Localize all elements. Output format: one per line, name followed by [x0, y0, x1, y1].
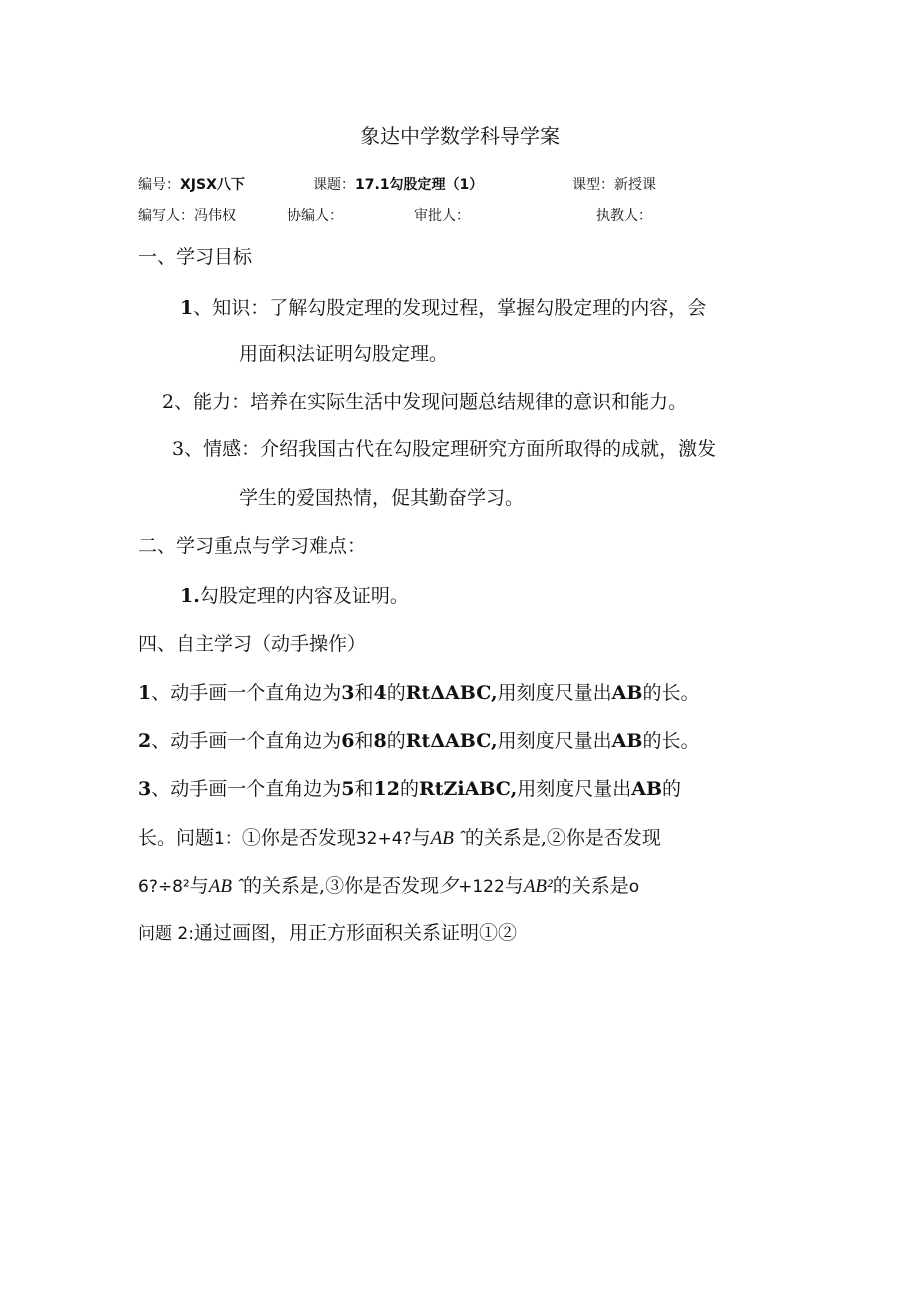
- goal-knowledge-text: 、知识：了解勾股定理的发现过程，掌握勾股定理的内容，会: [193, 297, 707, 319]
- q2-text-c: 的: [386, 730, 406, 752]
- goal-knowledge-line1: [180, 293, 706, 320]
- q3-leg-b: 12: [373, 778, 400, 800]
- qa-ab-squared: AB ˆ: [430, 828, 465, 849]
- q2-text-a: 、动手画一个直角边为: [151, 730, 342, 752]
- qc-text: 通过画图，用正方形面积关系证明①②: [193, 922, 517, 944]
- doc-approver: 审批人：: [414, 208, 470, 224]
- q2-num: 2: [138, 730, 152, 752]
- goal-ability: 2、能力：培养在实际生活中发现问题总结规律的意识和能力。: [162, 391, 688, 413]
- question-2: [138, 726, 699, 753]
- q3-text-c: 的: [399, 778, 419, 800]
- qb-ab-squared-b: AB²: [523, 876, 553, 897]
- q1-text-e: 的长。: [642, 682, 700, 704]
- question-2-prompt: [138, 918, 517, 945]
- question-1: [138, 678, 699, 705]
- qb-expr-a: 6?÷8²: [138, 877, 190, 897]
- q3-num: 3: [138, 778, 152, 800]
- q2-text-b: 和: [354, 730, 374, 752]
- goal-knowledge-line2: 用面积法证明勾股定理。: [239, 343, 449, 365]
- doc-topic: [313, 174, 483, 194]
- goal-knowledge-num: 1: [180, 297, 194, 319]
- q3-text-a: 、动手画一个直角边为: [151, 778, 342, 800]
- qb-text-a: 与: [189, 875, 209, 897]
- qb-end: o: [628, 877, 640, 897]
- q1-leg-a: 3: [341, 682, 355, 704]
- q3-leg-a: 5: [341, 778, 355, 800]
- key-point-text: 勾股定理的内容及证明。: [199, 585, 409, 607]
- qa-text-d: 的关系是,②你是否发现: [464, 827, 661, 849]
- question-1-prompt-cont: [138, 871, 639, 898]
- q1-leg-b: 4: [373, 682, 387, 704]
- qb-glyph: 夕: [439, 876, 459, 897]
- q3-ab: AB: [631, 778, 663, 800]
- qa-label: 1：: [214, 829, 242, 849]
- q2-text-d: 用刻度尺量出: [497, 730, 612, 752]
- q1-text-a: 、动手画一个直角边为: [151, 682, 342, 704]
- qb-expr-b: +122: [458, 877, 505, 897]
- q2-ab: AB: [611, 730, 643, 752]
- doc-topic-value: 17.1勾股定理（1）: [355, 177, 484, 193]
- doc-type: [572, 174, 656, 194]
- q2-leg-a: 6: [341, 730, 355, 752]
- q1-triangle: RtΔABC,: [405, 682, 498, 704]
- qa-text-b: ①你是否发现: [241, 827, 356, 849]
- section1-heading: 一、学习目标: [138, 246, 253, 268]
- qb-text-b: 的关系是,③你是否发现: [243, 875, 440, 897]
- doc-number-value: XJSX八下: [180, 177, 245, 193]
- q2-text-e: 的长。: [642, 730, 700, 752]
- question-1-prompt: [138, 823, 661, 850]
- qa-text-c: 与: [411, 827, 431, 849]
- qa-expr: 32+4?: [355, 829, 412, 849]
- key-point-num: 1.: [180, 585, 200, 607]
- doc-teacher: 执教人：: [596, 208, 652, 224]
- doc-coauthor: 协编人：: [287, 208, 343, 224]
- section4-heading: 四、自主学习（动手操作）: [138, 633, 367, 655]
- qb-text-d: 的关系是: [552, 875, 629, 897]
- key-point-item: [180, 581, 409, 608]
- doc-type-label: 课型：: [572, 177, 614, 193]
- doc-number: [138, 174, 245, 194]
- section2-heading: 二、学习重点与学习难点：: [138, 535, 367, 557]
- doc-number-label: 编号：: [138, 177, 180, 193]
- q2-leg-b: 8: [373, 730, 387, 752]
- page-title: 象达中学数学科导学案: [360, 124, 560, 148]
- q1-text-b: 和: [354, 682, 374, 704]
- qb-text-c: 与: [504, 875, 524, 897]
- qc-label: 问题 2:: [138, 924, 194, 944]
- q1-ab: AB: [611, 682, 643, 704]
- question-3: [138, 774, 681, 801]
- q3-text-d: 用刻度尺量出: [517, 778, 632, 800]
- q3-text-b: 和: [354, 778, 374, 800]
- qb-ab-squared-a: AB ˆ: [208, 876, 244, 897]
- q1-text-c: 的: [386, 682, 406, 704]
- q3-triangle: RtZiABC,: [418, 778, 518, 800]
- q1-text-d: 用刻度尺量出: [497, 682, 612, 704]
- doc-author: 编写人：冯伟权: [138, 208, 236, 224]
- goal-emotion-line2: 学生的爱国热情，促其勤奋学习。: [239, 487, 525, 509]
- q2-triangle: RtΔABC,: [405, 730, 498, 752]
- doc-topic-label: 课题：: [313, 177, 355, 193]
- q3-text-e: 的: [662, 778, 682, 800]
- goal-emotion-line1: 3、情感：介绍我国古代在勾股定理研究方面所取得的成就，激发: [172, 438, 717, 460]
- q1-num: 1: [138, 682, 152, 704]
- qa-text-a: 长。问题: [138, 827, 215, 849]
- doc-type-value: 新授课: [614, 177, 656, 193]
